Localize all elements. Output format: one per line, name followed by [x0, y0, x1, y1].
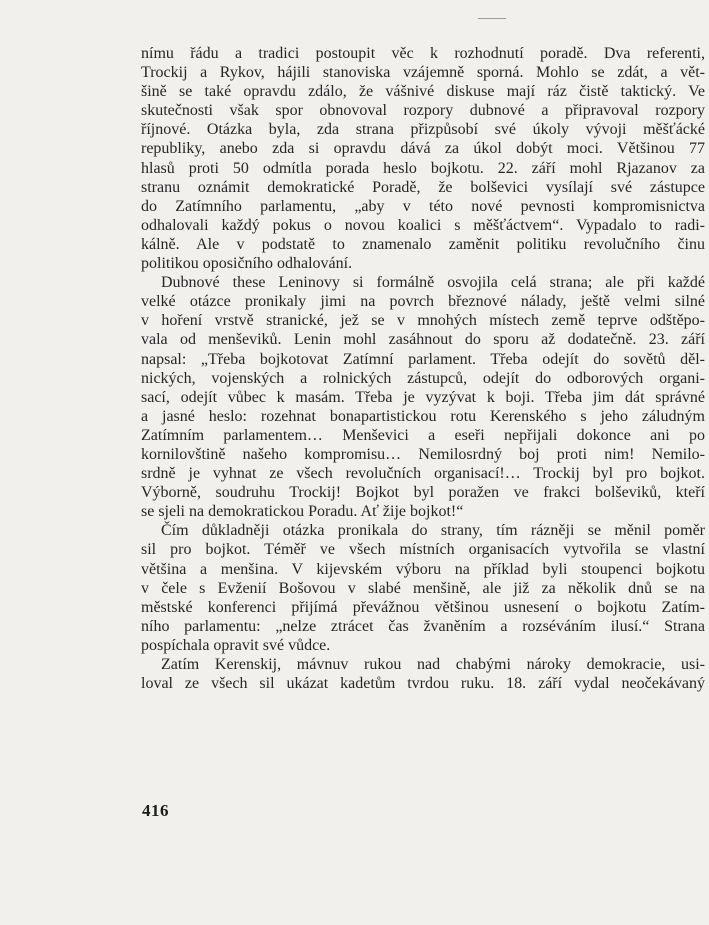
- text-line: a jasné heslo: rozehnat bonapartistickou rotu Kerenského s jeho záludným: [141, 407, 705, 425]
- text-line: republiky, anebo zda si opravdu dává za úkol dobýt moci. Většinou 77: [141, 140, 705, 158]
- body-text: [141, 44, 705, 693]
- text-line: se sjeli na demokratickou Poradu. Ať žije bojkot!“: [141, 503, 464, 521]
- text-line: sací, odejít vůbec k masám. Třeba je vyzývat k boji. Třeba jim dát správné: [141, 388, 705, 406]
- text-line: říjnové. Otázka byla, zda strana přizpůsobí své úkoly vývoji měšťácké: [141, 121, 705, 139]
- paragraph: [141, 655, 705, 693]
- text-line: sil pro bojkot. Téměř ve všech místních organisacích vytvořila se vlastní: [141, 541, 705, 559]
- text-line: loval ze všech sil ukázat kadetům tvrdou ruku. 18. září vydal neočekávaný: [141, 675, 705, 693]
- text-line: Dubnové these Leninovy si formálně osvojila celá strana; ale při každé: [161, 274, 705, 292]
- text-line: ního parlamentu: „nelze ztrácet čas žvaněním a rozséváním ilusí.“ Strana: [141, 617, 705, 635]
- text-line: Trockij a Rykov, hájili stanoviska vzájemně sporná. Mohlo se zdát, a vět-: [141, 64, 705, 82]
- text-line: městské konferenci přijímá převážnou většinou usnesení o bojkotu Zatím-: [141, 598, 705, 616]
- text-line: Zatím Kerenskij, mávnuv rukou nad chabými nároky demokracie, usi-: [161, 656, 705, 673]
- paragraph: [141, 521, 705, 655]
- text-line: kálně. Ale v podstatě to znamenalo zaměnit politiku revolučního činu: [141, 235, 705, 253]
- text-line: Zatímním parlamentem… Menševici a eseři nepřijali dokonce ani po: [141, 426, 705, 444]
- text-line: politikou oposičního odhalování.: [141, 255, 353, 273]
- text-line: nických, vojenských a rolnických zástupců, odejít do odborových organi-: [141, 369, 705, 387]
- text-line: Výborně, soudruhu Trockij! Bojkot byl poražen ve frakci bolševiků, kteří: [141, 484, 705, 502]
- text-line: stranu oznámit demokratické Poradě, že bolševici vysílají své zástupce: [141, 178, 705, 196]
- paragraph: [141, 44, 705, 273]
- text-line: šině se také opravdu zdálo, že vášnivé diskuse mají ráz čistě taktický. Ve: [141, 83, 705, 101]
- text-line: napsal: „Třeba bojkotovat Zatímní parlament. Třeba odejít do sovětů děl-: [141, 350, 705, 368]
- text-line: hlasů proti 50 odmítla porada heslo bojkotu. 22. září mohl Rjazanov za: [141, 159, 705, 177]
- text-line: odhalovali každý pokus o novou koalici s měšťáctvem“. Vypadalo to radi-: [141, 216, 705, 234]
- text-line: skutečnosti však spor obnovoval rozpory dubnové a připravoval rozpory: [141, 102, 705, 120]
- text-line: v čele s Evženií Bošovou v slabé menšině, ale již za několik dnů se na: [141, 579, 705, 597]
- text-line: většina a menšina. V kijevském výboru na příklad byli stoupenci bojkotu: [141, 560, 705, 578]
- text-line: srdně je vyhnat ze všech revolučních organisací!… Trockij byl pro bojkot.: [141, 465, 705, 483]
- text-line: Čím důkladněji otázka pronikala do strany, tím rázněji se měnil poměr: [161, 522, 705, 540]
- text-line: vala od menševiků. Lenin mohl zasáhnout do sporu až dodatečně. 23. září: [141, 331, 705, 349]
- top-rule: [478, 18, 506, 19]
- text-line: v hoření vrstvě stranické, jež se v mnohých místech země teprve odštěpo-: [141, 312, 705, 330]
- text-line: pospíchala opravit své vůdce.: [141, 636, 331, 654]
- page-number: 416: [142, 801, 169, 820]
- text-line: nímu řádu a tradici postoupit věc k rozhodnutí poradě. Dva referenti,: [141, 45, 705, 62]
- paragraph: [141, 273, 705, 521]
- text-line: velké otázce pronikaly jimi na povrch březnové nálady, ještě velmi silné: [141, 293, 705, 311]
- text-line: kornilovštině našeho kompromisu… Nemilosrdný boj proti nim! Nemilo-: [141, 445, 705, 463]
- text-line: do Zatímního parlamentu, „aby v této nové pevnosti kompromisnictva: [141, 197, 705, 215]
